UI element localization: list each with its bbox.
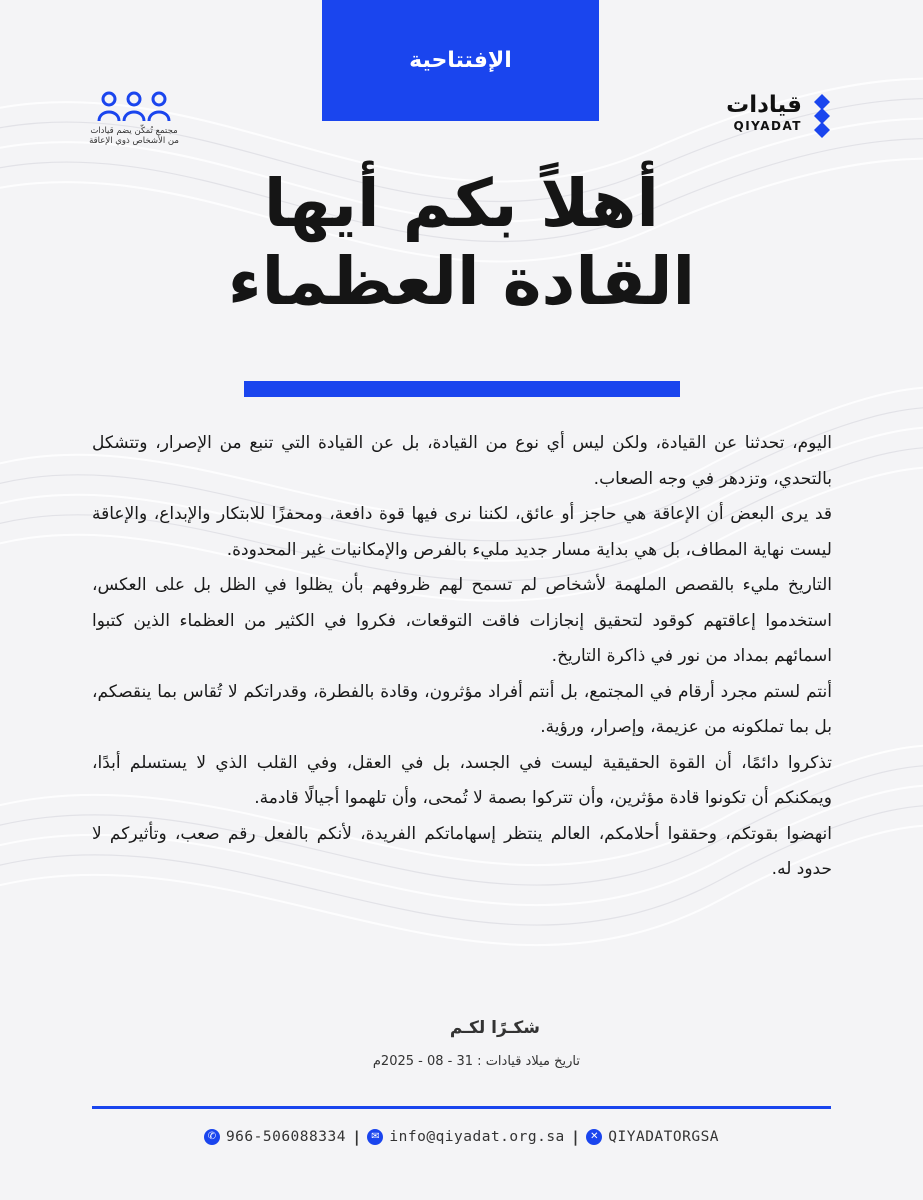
footer-separator: | <box>572 1128 579 1146</box>
thanks-signature: شكـرًا لكـم <box>449 1018 540 1038</box>
body-paragraph: انهضوا بقوتكم، وحققوا أحلامكم، العالم ينتظر إسهاماتكم الفريدة، لأنكم بالفعل رقم صعب، وتأثيركم لا حدود له. <box>92 823 832 879</box>
body-paragraph: اليوم، تحدثنا عن القيادة، ولكن ليس أي نوع من القيادة، بل عن القيادة التي تنبع من الإصرار، وتتشكل بالتحدي، وتزدهر في وجه الصعاب. <box>92 433 832 489</box>
hero-title-line: القادة العظماء <box>227 243 696 320</box>
email-icon: ✉ <box>367 1129 383 1145</box>
founding-date: تاريخ ميلاد قيادات : 31 - 08 - 2025م <box>372 1054 580 1069</box>
editorial-body <box>92 426 832 888</box>
contact-footer <box>92 1128 831 1146</box>
phone-contact[interactable] <box>204 1129 346 1145</box>
community-caption-line: من الأشخاص ذوي الإعاقة <box>89 136 179 146</box>
brand-name-arabic: قيادات <box>726 92 802 118</box>
body-paragraph: قد يرى البعض أن الإعاقة هي حاجز أو عائق، لكننا نرى فيها قوة دافعة، ومحفزًا للابتكار والإبداع، والإعاقة ليست نهاية المطاف، بل هي بداية مسار جديد مليء بالفرص والإمكانيات غير المحدودة. <box>92 504 832 560</box>
section-label: الإفتتاحية <box>409 48 512 73</box>
hero-title <box>100 165 823 321</box>
body-paragraph: التاريخ مليء بالقصص الملهمة لأشخاص لم تسمح لهم ظروفهم بأن يظلوا في الظل بل على العكس، استخدموا إعاقتهم كوقود لتحقيق إنجازات فاقت التوقعات، فكروا في الكثير من العظماء الذين كتبوا اسمائهم بمداد من نور في ذاكرة التاريخ. <box>92 575 832 666</box>
diamond-logo-icon <box>810 94 834 138</box>
social-contact[interactable] <box>586 1129 719 1145</box>
email-contact[interactable] <box>367 1129 564 1145</box>
section-tag <box>322 0 599 121</box>
x-social-icon: ✕ <box>586 1129 602 1145</box>
brand-logo <box>712 92 834 140</box>
people-group-icon <box>96 90 172 124</box>
body-paragraph: أنتم لستم مجرد أرقام في المجتمع، بل أنتم أفراد مؤثرون، وقادة بالفطرة، وقدراتكم لا تُقاس بما ينقصكم، بل بما تملكونه من عزيمة، وإصرار، ورؤية. <box>92 681 832 737</box>
community-logo <box>88 90 180 146</box>
brand-name-english: QIYADAT <box>733 119 802 133</box>
community-caption-line: مجتمع تُمكّن يضم قيادات <box>90 126 178 136</box>
hero-title-line: أهلاً بكم أيها <box>263 165 660 242</box>
footer-divider <box>92 1106 831 1109</box>
body-paragraph: تذكروا دائمًا، أن القوة الحقيقية ليست في الجسد، بل في العقل، وفي القلب الذي لا يستسلم أبدًا، ويمكنكم أن تكونوا قادة مؤثرين، وأن تتركوا بصمة لا تُمحى، وأن تلهموا أجيالًا قادمة. <box>92 752 832 808</box>
accent-divider <box>244 381 680 397</box>
social-handle: QIYADATORGSA <box>608 1129 720 1145</box>
footer-separator: | <box>353 1128 360 1146</box>
whatsapp-icon: ✆ <box>204 1129 220 1145</box>
email-address: info@qiyadat.org.sa <box>389 1129 565 1145</box>
phone-number: 966-506088334 <box>225 1129 346 1145</box>
